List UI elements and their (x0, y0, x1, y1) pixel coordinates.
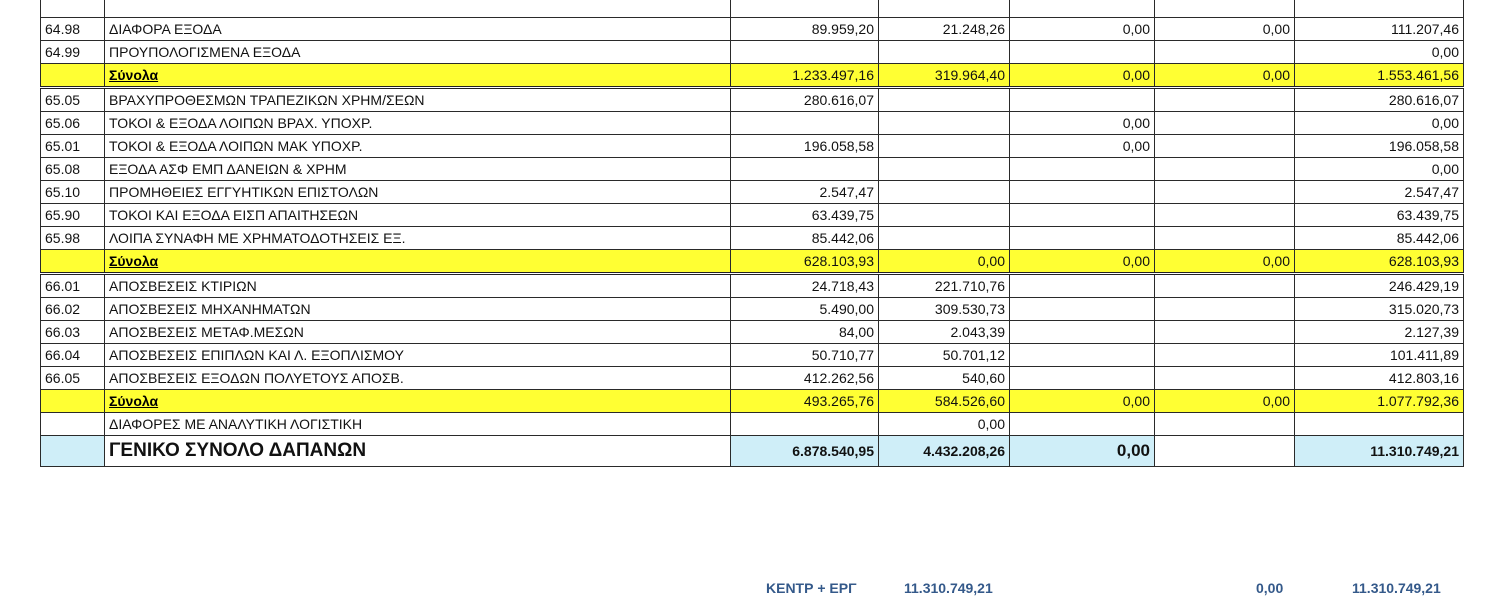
cell-code (41, 0, 105, 18)
cell-c1: 2.547,47 (731, 181, 879, 204)
cell-c4 (1155, 41, 1295, 64)
cell-c3 (1010, 0, 1155, 18)
cell-c5: 101.411,89 (1295, 344, 1464, 367)
cell-code: 64.98 (41, 18, 105, 41)
grand-total-row (41, 436, 1464, 467)
cell-code: 65.10 (41, 181, 105, 204)
table-row (41, 18, 1464, 41)
cell-code (41, 436, 105, 467)
cell-desc: ΑΠΟΣΒΕΣΕΙΣ ΜΗΧΑΝΗΜΑΤΩΝ (105, 298, 731, 321)
cell-c1: 24.718,43 (731, 274, 879, 298)
cell-code: 66.04 (41, 344, 105, 367)
table-row (41, 274, 1464, 298)
cell-c2: 0,00 (879, 250, 1010, 274)
cell-c4 (1155, 112, 1295, 135)
cell-c3 (1010, 298, 1155, 321)
cell-desc: ΕΞΟΔΑ ΑΣΦ ΕΜΠ ΔΑΝΕΙΩΝ & ΧΡΗΜ (105, 158, 731, 181)
cell-c2 (879, 135, 1010, 158)
table-row (41, 321, 1464, 344)
cell-c2: 540,60 (879, 367, 1010, 390)
cell-c5: 315.020,73 (1295, 298, 1464, 321)
cell-c2 (879, 112, 1010, 135)
cell-desc: ΒΡΑΧΥΠΡΟΘΕΣΜΩΝ ΤΡΑΠΕΖΙΚΩΝ ΧΡΗΜ/ΣΕΩΝ (105, 88, 731, 112)
cell-c2: 584.526,60 (879, 390, 1010, 413)
cell-code: 66.01 (41, 274, 105, 298)
cell-desc: ΓΕΝΙΚΟ ΣΥΝΟΛΟ ΔΑΠΑΝΩΝ (105, 436, 731, 467)
cell-desc: Σύνολα (105, 250, 731, 274)
table-row (41, 41, 1464, 64)
cell-c3: 0,00 (1010, 135, 1155, 158)
cell-c2 (879, 181, 1010, 204)
cell-c5: 196.058,58 (1295, 135, 1464, 158)
table-body (41, 0, 1464, 467)
cell-c2 (879, 88, 1010, 112)
cell-c3 (1010, 181, 1155, 204)
cell-c4: 0,00 (1155, 250, 1295, 274)
cell-code (41, 250, 105, 274)
cell-desc: ΑΠΟΣΒΕΣΕΙΣ ΚΤΙΡΙΩΝ (105, 274, 731, 298)
table-row (41, 227, 1464, 250)
cell-c1: 85.442,06 (731, 227, 879, 250)
cell-c5: 412.803,16 (1295, 367, 1464, 390)
cell-code: 66.02 (41, 298, 105, 321)
cell-c5: 628.103,93 (1295, 250, 1464, 274)
cell-c2 (879, 41, 1010, 64)
cell-c1: 50.710,77 (731, 344, 879, 367)
cell-desc: ΤΟΚΟΙ ΚΑΙ ΕΞΟΔΑ ΕΙΣΠ ΑΠΑΙΤΗΣΕΩΝ (105, 204, 731, 227)
table-row (41, 112, 1464, 135)
cell-c1 (731, 41, 879, 64)
table-row (41, 135, 1464, 158)
cell-desc: ΠΡΟΥΠΟΛΟΓΙΣΜΕΝΑ ΕΞΟΔΑ (105, 41, 731, 64)
cell-c2: 0,00 (879, 413, 1010, 436)
cell-c1: 280.616,07 (731, 88, 879, 112)
cell-c4 (1155, 0, 1295, 18)
cell-code: 65.06 (41, 112, 105, 135)
table-row (41, 181, 1464, 204)
cell-c5: 1.077.792,36 (1295, 390, 1464, 413)
cell-c1: 84,00 (731, 321, 879, 344)
cell-c3: 0,00 (1010, 436, 1155, 467)
cell-code: 65.98 (41, 227, 105, 250)
cell-c5 (1295, 413, 1464, 436)
cell-c3: 0,00 (1010, 112, 1155, 135)
cell-c5: 280.616,07 (1295, 88, 1464, 112)
cell-c5: 0,00 (1295, 158, 1464, 181)
cell-c3 (1010, 204, 1155, 227)
cell-c2: 2.043,39 (879, 321, 1010, 344)
cell-c5: 2.127,39 (1295, 321, 1464, 344)
cell-c4 (1155, 413, 1295, 436)
cell-desc: ΑΠΟΣΒΕΣΕΙΣ ΜΕΤΑΦ.ΜΕΣΩΝ (105, 321, 731, 344)
cell-c4 (1155, 367, 1295, 390)
cell-c4 (1155, 344, 1295, 367)
totals-row (41, 64, 1464, 88)
cell-c3: 0,00 (1010, 64, 1155, 88)
cell-c3 (1010, 413, 1155, 436)
totals-row (41, 250, 1464, 274)
cell-c4: 0,00 (1155, 18, 1295, 41)
cell-c1 (731, 0, 879, 18)
cell-desc: ΔΙΑΦΟΡΑ ΕΞΟΔΑ (105, 18, 731, 41)
totals-row (41, 390, 1464, 413)
cell-code (41, 390, 105, 413)
table-row-cutoff (41, 0, 1464, 18)
cell-desc: Σύνολα (105, 64, 731, 88)
cell-c2: 309.530,73 (879, 298, 1010, 321)
cell-c4 (1155, 274, 1295, 298)
cell-c1 (731, 158, 879, 181)
footer-value-3: 11.310.749,21 (1352, 580, 1441, 596)
differences-row (41, 413, 1464, 436)
cell-c1: 196.058,58 (731, 135, 879, 158)
cell-c1: 63.439,75 (731, 204, 879, 227)
table-row (41, 298, 1464, 321)
cell-c3: 0,00 (1010, 250, 1155, 274)
table-row (41, 204, 1464, 227)
cell-c1: 493.265,76 (731, 390, 879, 413)
cell-c4 (1155, 135, 1295, 158)
cell-c4: 0,00 (1155, 390, 1295, 413)
cell-c5 (1295, 0, 1464, 18)
cell-code: 64.99 (41, 41, 105, 64)
footer-value-1: 11.310.749,21 (904, 580, 993, 596)
cell-c4 (1155, 158, 1295, 181)
cell-c5: 0,00 (1295, 112, 1464, 135)
cell-desc: ΑΠΟΣΒΕΣΕΙΣ ΕΠΙΠΛΩΝ ΚΑΙ Λ. ΕΞΟΠΛΙΣΜΟΥ (105, 344, 731, 367)
cell-c2: 50.701,12 (879, 344, 1010, 367)
cell-c2 (879, 158, 1010, 181)
cell-c4 (1155, 88, 1295, 112)
cell-c2 (879, 0, 1010, 18)
cell-c3 (1010, 344, 1155, 367)
cell-code: 66.03 (41, 321, 105, 344)
cell-c1: 628.103,93 (731, 250, 879, 274)
cell-code: 66.05 (41, 367, 105, 390)
cell-c1 (731, 112, 879, 135)
cell-desc: ΛΟΙΠΑ ΣΥΝΑΦΗ ΜΕ ΧΡΗΜΑΤΟΔΟΤΗΣΕΙΣ ΕΞ. (105, 227, 731, 250)
cell-desc: ΠΡΟΜΗΘΕΙΕΣ ΕΓΓΥΗΤΙΚΩΝ ΕΠΙΣΤΟΛΩΝ (105, 181, 731, 204)
cell-desc (105, 0, 731, 18)
cell-c2: 21.248,26 (879, 18, 1010, 41)
cell-desc: ΤΟΚΟΙ & ΕΞΟΔΑ ΛΟΙΠΩΝ ΜΑΚ ΥΠΟΧΡ. (105, 135, 731, 158)
cell-c3 (1010, 88, 1155, 112)
cell-c3 (1010, 367, 1155, 390)
expense-table (40, 0, 1464, 467)
cell-c3 (1010, 41, 1155, 64)
cell-c4 (1155, 204, 1295, 227)
cell-c2: 221.710,76 (879, 274, 1010, 298)
cell-c5: 85.442,06 (1295, 227, 1464, 250)
cell-c5: 1.553.461,56 (1295, 64, 1464, 88)
cell-c2 (879, 204, 1010, 227)
cell-c1: 5.490,00 (731, 298, 879, 321)
cell-c1: 89.959,20 (731, 18, 879, 41)
footer-value-2: 0,00 (1256, 580, 1284, 596)
cell-desc: Σύνολα (105, 390, 731, 413)
cell-code: 65.90 (41, 204, 105, 227)
cell-code (41, 413, 105, 436)
cell-c2: 4.432.208,26 (879, 436, 1010, 467)
cell-c4 (1155, 321, 1295, 344)
cell-c2: 319.964,40 (879, 64, 1010, 88)
cell-code: 65.05 (41, 88, 105, 112)
cell-c5: 111.207,46 (1295, 18, 1464, 41)
cell-c4: 0,00 (1155, 64, 1295, 88)
cell-desc: ΤΟΚΟΙ & ΕΞΟΔΑ ΛΟΙΠΩΝ ΒΡΑΧ. ΥΠΟΧΡ. (105, 112, 731, 135)
cell-c5: 63.439,75 (1295, 204, 1464, 227)
cell-c5: 0,00 (1295, 41, 1464, 64)
table-row (41, 88, 1464, 112)
cell-c3 (1010, 227, 1155, 250)
cell-c3: 0,00 (1010, 390, 1155, 413)
cell-c4 (1155, 298, 1295, 321)
cell-c3 (1010, 321, 1155, 344)
table-row (41, 344, 1464, 367)
cell-c2 (879, 227, 1010, 250)
cell-c4 (1155, 181, 1295, 204)
cell-c3 (1010, 158, 1155, 181)
cell-code: 65.08 (41, 158, 105, 181)
cell-desc: ΔΙΑΦΟΡΕΣ ΜΕ ΑΝΑΛΥΤΙΚΗ ΛΟΓΙΣΤΙΚΗ (105, 413, 731, 436)
cell-code: 65.01 (41, 135, 105, 158)
table-row (41, 367, 1464, 390)
table-row (41, 158, 1464, 181)
cell-c1: 6.878.540,95 (731, 436, 879, 467)
cell-desc: ΑΠΟΣΒΕΣΕΙΣ ΕΞΟΔΩΝ ΠΟΛΥΕΤΟΥΣ ΑΠΟΣΒ. (105, 367, 731, 390)
cell-c3: 0,00 (1010, 18, 1155, 41)
cell-c1 (731, 413, 879, 436)
cell-c3 (1010, 274, 1155, 298)
cell-c1: 1.233.497,16 (731, 64, 879, 88)
cell-c1: 412.262,56 (731, 367, 879, 390)
footer-label: ΚΕΝΤΡ + ΕΡΓ (766, 580, 857, 596)
cell-c4 (1155, 227, 1295, 250)
cell-code (41, 64, 105, 88)
cell-c5: 2.547,47 (1295, 181, 1464, 204)
cell-c5: 11.310.749,21 (1295, 436, 1464, 467)
cell-c5: 246.429,19 (1295, 274, 1464, 298)
cell-c4 (1155, 436, 1295, 467)
